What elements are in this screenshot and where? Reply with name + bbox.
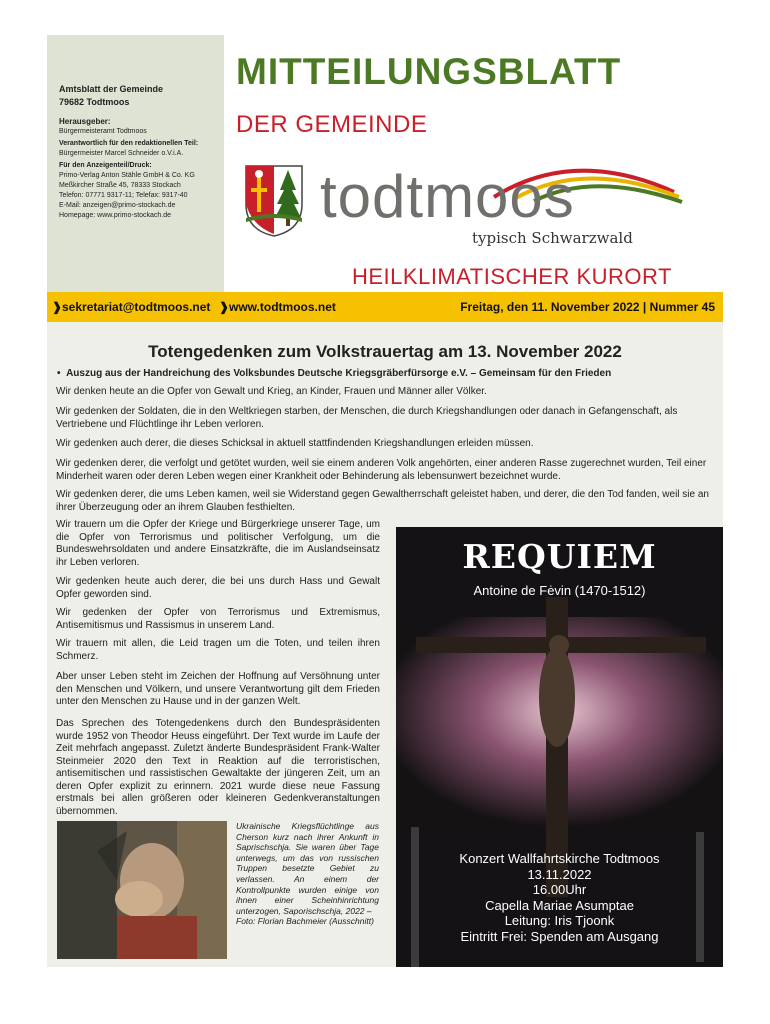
printer-street: Meßkircher Straße 45, 78333 Stockach: [59, 182, 181, 189]
tagline: typisch Schwarzwald: [472, 229, 633, 247]
poster-time: 16.00Uhr: [532, 882, 587, 897]
imprint-box: [47, 35, 224, 292]
requiem-poster: [396, 527, 723, 967]
web-link-arrow-icon: ❱: [219, 300, 230, 314]
paragraph-11: Das Sprechen des Totengedenkens durch den Bundespräsidenten wurde 1952 von Theodor Heuss eingeführt. Der Text wurde im Laufe der Zeit mehrfach angepasst. Zuletzt änderte Bundespräsident Frank-Walter Steinmeier 2020 den Text in Reaktion auf die terroristischen, antisemitischen und rassistischen Gewaltakte der jüngeren Zeit, um an deren Opfer explizit zu erinnern. 2021 wurde diese neue Fassung erstmals bei allen größeren oder kleineren Gedenkveranstaltungen übernommen.: [56, 718, 380, 817]
editor-label: Verantwortlich für den redaktionellen Teil:: [59, 140, 199, 147]
ads-label: Für den Anzeigenteil/Druck:: [59, 162, 152, 169]
subhead-text: Auszug aus der Handreichung des Volksbundes Deutsche Kriegsgräberfürsorge e.V. – Gemeinsam für den Frieden: [66, 368, 612, 379]
photo-credit: Foto: Florian Bachmeier (Ausschnitt): [236, 916, 374, 927]
newsletter-title: MITTEILUNGSBLATT: [236, 51, 622, 92]
poster-ensemble: Capella Mariae Asumptae: [485, 897, 634, 913]
poster-venue: Konzert Wallfahrtskirche Todtmoos: [459, 851, 660, 866]
refugee-photo: [57, 821, 227, 959]
article-subhead: • Auszug aus der Handreichung des Volksbundes Deutsche Kriegsgräberfürsorge e.V. – Gemeinsam für den Frieden: [57, 368, 612, 379]
caption-text: Ukrainische Kriegsflüchtlinge aus Cherson kurz nach ihrer Ankunft in Saprischschja. Sie waren über Tage unterwegs, um das von russischen Truppen besetzte Gebiet zu verlassen. An einem der Kontrollpunkte wurden einige von ihnen einer Scheinhinrichtung unterzogen, Saporischschja, 2022 –: [236, 821, 379, 916]
email-link-arrow-icon: ❱: [52, 300, 63, 314]
editor: Bürgermeister Marcel Schneider o.V.i.A.: [59, 150, 184, 157]
municipality-address: 79682 Todtmoos: [59, 97, 130, 107]
poster-conductor: Leitung: Iris Tjoonk: [504, 913, 615, 928]
paragraph-8: Wir gedenken der Opfer von Terrorismus und Extremismus, Antisemitismus und Rassismus in unserem Land.: [56, 607, 380, 631]
paragraph-3: Wir gedenken auch derer, die dieses Schicksal in aktuell stattfindenden Kriegshandlungen erleiden müssen.: [56, 438, 534, 449]
poster-date: 13.11.2022: [527, 866, 592, 882]
paragraph-6: Wir trauern um die Opfer der Kriege und Bürgerkriege unserer Tage, um die Opfer von Terrorismus und politischer Verfolgung, um die Bundeswehrsoldaten und andere Einsatzkräfte, die im Auslandseinsatz ihr Leben verloren.: [56, 519, 380, 568]
paragraph-5: Wir gedenken derer, die ums Leben kamen, weil sie Widerstand gegen Gewaltherrschaft geleistet haben, und derer, die den Tod fanden, weil sie an ihrer Überzeugung oder an ihrem Glauben festhielten.: [56, 489, 709, 513]
printer-email: E-Mail: anzeigen@primo-stockach.de: [59, 202, 176, 209]
amtsblatt-label: Amtsblatt der Gemeinde: [59, 84, 164, 94]
article-headline: Totengedenken zum Volkstrauertag am 13. November 2022: [148, 342, 622, 361]
printer-homepage: Homepage: www.primo-stockach.de: [59, 212, 172, 219]
poster-details: [396, 851, 723, 944]
paragraph-1: Wir denken heute an die Opfer von Gewalt und Krieg, an Kinder, Frauen und Männer aller Völker.: [56, 386, 487, 397]
kurort-label: HEILKLIMATISCHER KURORT: [352, 264, 672, 289]
printer: Primo-Verlag Anton Stähle GmbH & Co. KG: [59, 172, 195, 179]
paragraph-7: Wir gedenken heute auch derer, die bei uns durch Hass und Gewalt Opfer geworden sind.: [56, 576, 380, 600]
publisher-label: Herausgeber:: [59, 117, 111, 126]
paragraph-2: Wir gedenken der Soldaten, die in den Weltkriegen starben, der Menschen, die durch Kriegshandlungen oder danach in Gefangenschaft, als Vertriebene und Flüchtlinge ihr Leben verloren.: [56, 406, 678, 430]
paragraph-9: Wir trauern mit allen, die Leid tragen um die Toten, und teilen ihren Schmerz.: [56, 638, 380, 662]
publisher: Bürgermeisteramt Todtmoos: [59, 128, 147, 135]
photo-caption: [236, 821, 379, 927]
info-bar: [47, 292, 723, 322]
poster-title: REQUIEM: [462, 537, 657, 576]
paragraph-4: Wir gedenken derer, die verfolgt und getötet wurden, weil sie einem anderen Volk angehörten, einer anderen Rasse zugerechnet wurden, Teil einer Minderheit waren oder deren Leben wegen einer Krankheit oder Behinderung als lebensunwert bezeichnet wurde.: [56, 458, 707, 482]
issue-date: Freitag, den 11. November 2022 | Nummer 45: [460, 300, 715, 314]
poster-admission: Eintritt Frei: Spenden am Ausgang: [460, 928, 659, 944]
paragraph-10: Aber unser Leben steht im Zeichen der Hoffnung auf Versöhnung unter den Menschen und Völkern, und unsere Verantwortung gilt dem Frieden unter den Menschen zu Hause und in der ganzen Welt.: [56, 671, 380, 707]
poster-composer: Antoine de Fėvin (1470-1512): [473, 583, 646, 598]
printer-phone: Telefon: 07771 9317-11; Telefax: 9317-40: [59, 192, 188, 199]
web-link[interactable]: www.todtmoos.net: [229, 300, 336, 314]
todtmoos-wordmark: todtmoos: [320, 163, 575, 230]
refugee-photo-image: [57, 821, 227, 959]
coat-of-arms-icon: [244, 164, 304, 238]
newsletter-subtitle: DER GEMEINDE: [236, 111, 428, 138]
masthead: [224, 35, 723, 292]
email-link[interactable]: sekretariat@todtmoos.net: [62, 300, 211, 314]
